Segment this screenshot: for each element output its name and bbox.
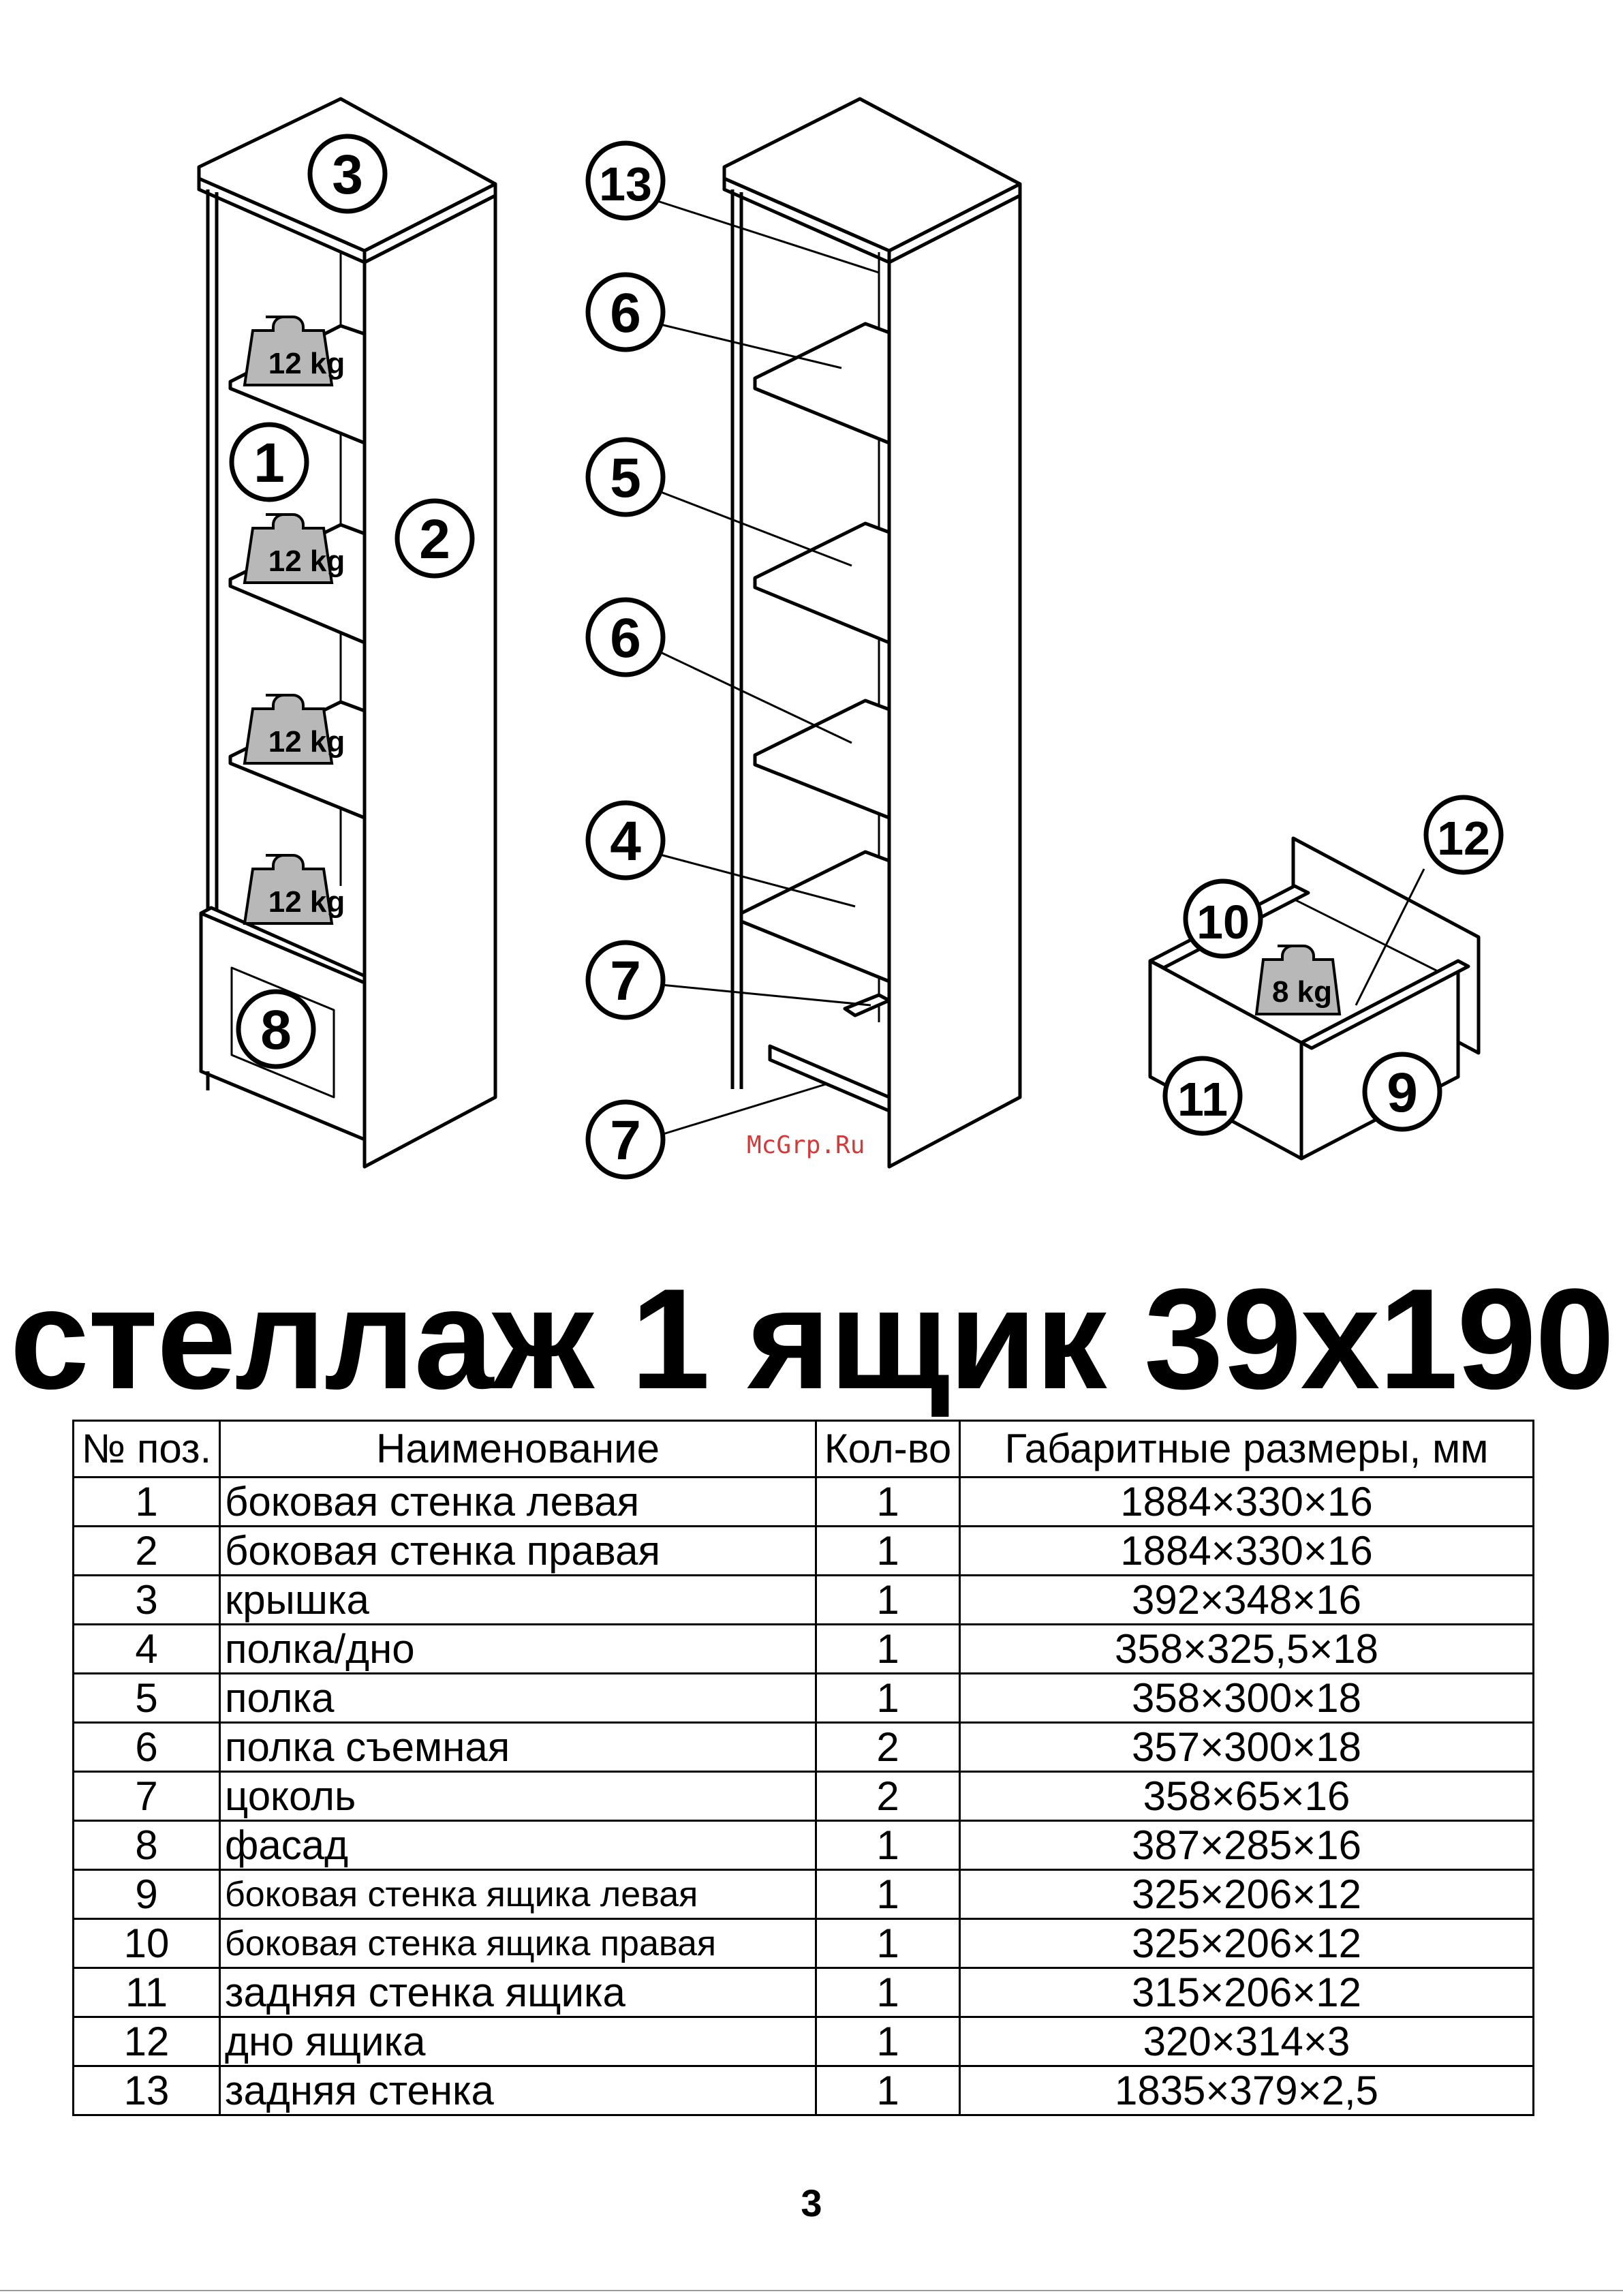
table-row [74,1870,1534,1919]
cell-num: 4 [74,1625,220,1674]
cell-num: 10 [74,1919,220,1968]
cell-num: 3 [74,1576,220,1625]
cell-qty: 1 [816,2066,960,2115]
cell-name: цоколь [220,1772,816,1821]
cell-num: 2 [74,1527,220,1576]
table-row [74,1674,1534,1723]
cell-dims: 1884×330×16 [960,1478,1534,1527]
cell-num: 12 [74,2017,220,2066]
cell-num: 9 [74,1870,220,1919]
table-row [74,1919,1534,1968]
header-name: Наименование [220,1421,816,1478]
cell-name: полка [220,1674,816,1723]
table-row [74,1772,1534,1821]
callout-number: 12 [1437,812,1490,865]
parts-table [72,1420,1534,2116]
cell-dims: 357×300×18 [960,1723,1534,1772]
cell-name: боковая стенка ящика левая [220,1870,816,1919]
cell-num: 7 [74,1772,220,1821]
weight-label: 12 kg [268,545,345,578]
callout-number: 11 [1177,1073,1228,1126]
middle-cabinet [724,99,1020,1167]
weight-label: 12 kg [268,725,345,759]
callout-number: 8 [260,999,292,1061]
cell-qty: 1 [816,1870,960,1919]
weight-label: 8 kg [1271,975,1333,1009]
cell-dims: 387×285×16 [960,1821,1534,1870]
cell-dims: 1884×330×16 [960,1527,1534,1576]
cell-dims: 1835×379×2,5 [960,2066,1534,2115]
cell-qty: 1 [816,1625,960,1674]
weight-label: 12 kg [268,347,345,380]
cell-num: 13 [74,2066,220,2115]
table-row [74,2017,1534,2066]
cell-name: полка съемная [220,1723,816,1772]
cell-dims: 358×325,5×18 [960,1625,1534,1674]
cell-name: дно ящика [220,2017,816,2066]
callout-number: 6 [610,282,641,344]
cell-num: 5 [74,1674,220,1723]
table-row [74,1576,1534,1625]
cell-num: 11 [74,1968,220,2017]
cell-name: задняя стенка ящика [220,1968,816,2017]
cell-name: крышка [220,1576,816,1625]
cell-name: полка/дно [220,1625,816,1674]
callout-number: 13 [599,157,652,211]
cell-num: 6 [74,1723,220,1772]
callout-number: 1 [253,432,285,494]
table-row [74,1723,1534,1772]
cell-qty: 1 [816,1527,960,1576]
cell-dims: 315×206×12 [960,1968,1534,2017]
header-position: № поз. [74,1421,220,1478]
table-row [74,1478,1534,1527]
callout-number: 5 [610,447,641,509]
cell-name: боковая стенка правая [220,1527,816,1576]
cell-dims: 325×206×12 [960,1870,1534,1919]
callout-number: 3 [332,144,363,206]
table-row [74,1625,1534,1674]
cell-name: фасад [220,1821,816,1870]
callout-number: 2 [419,508,450,570]
cell-qty: 2 [816,1723,960,1772]
callout-number: 7 [610,950,641,1012]
cell-name: задняя стенка [220,2066,816,2115]
cell-dims: 358×65×16 [960,1772,1534,1821]
callout-number: 7 [610,1109,641,1172]
cell-qty: 1 [816,2017,960,2066]
cell-qty: 1 [816,1576,960,1625]
callout-number: 4 [610,810,641,872]
table-header-row [74,1421,1534,1478]
cell-qty: 1 [816,1478,960,1527]
page-title: стеллаж 1 ящик 39х190 [10,1259,1613,1419]
cell-dims: 320×314×3 [960,2017,1534,2066]
table-row [74,1821,1534,1870]
cell-dims: 358×300×18 [960,1674,1534,1723]
cell-qty: 1 [816,1674,960,1723]
page-number: 3 [801,2182,822,2224]
cell-num: 8 [74,1821,220,1870]
weight-label: 12 kg [268,885,345,919]
cell-name: боковая стенка левая [220,1478,816,1527]
cell-name: боковая стенка ящика правая [220,1919,816,1968]
table-row [74,2066,1534,2115]
header-quantity: Кол-во [816,1421,960,1478]
cell-qty: 1 [816,1821,960,1870]
callout-number: 10 [1196,896,1250,949]
table-row [74,1527,1534,1576]
cell-qty: 1 [816,1919,960,1968]
header-dimensions: Габаритные размеры, мм [960,1421,1534,1478]
cell-dims: 392×348×16 [960,1576,1534,1625]
cell-num: 1 [74,1478,220,1527]
callout-number: 9 [1387,1062,1418,1124]
watermark: McGrp.Ru [747,1131,865,1159]
cell-dims: 325×206×12 [960,1919,1534,1968]
table-row [74,1968,1534,2017]
cell-qty: 2 [816,1772,960,1821]
callout-number: 6 [610,607,641,669]
bottom-divider [0,2290,1623,2291]
cell-qty: 1 [816,1968,960,2017]
